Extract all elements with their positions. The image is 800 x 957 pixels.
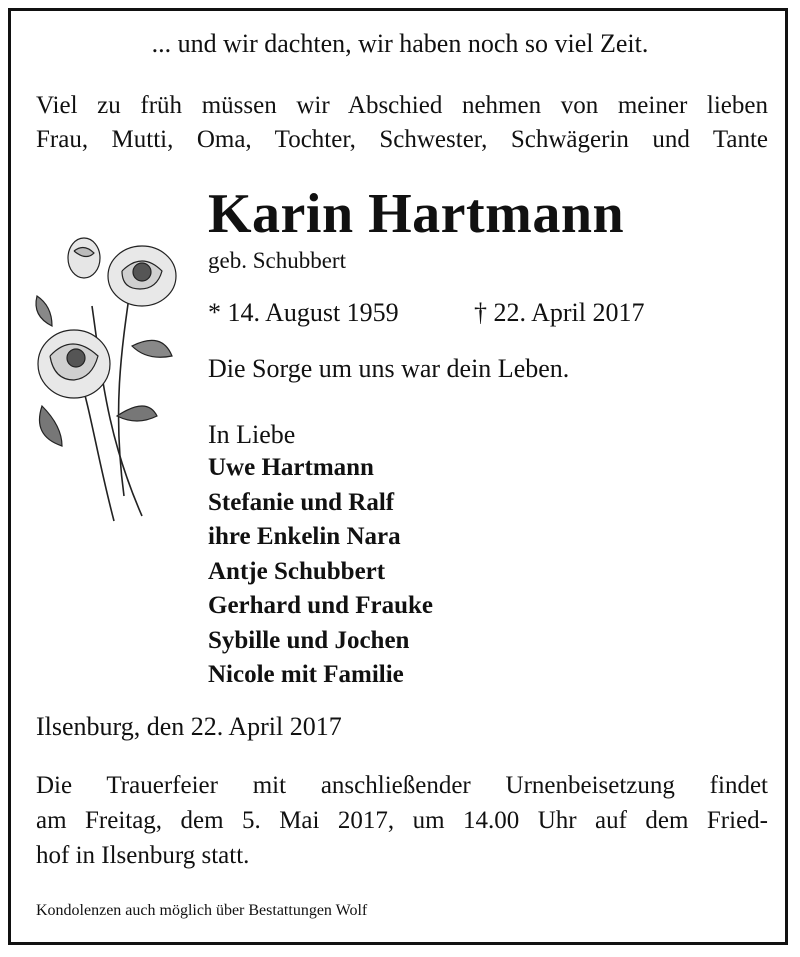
mourner-6: Sybille und Jochen	[208, 627, 410, 654]
condolences-note: Kondolenzen auch möglich über Bestattungen Wolf	[36, 902, 368, 919]
ceremony-line-2: am Freitag, dem 5. Mai 2017, um 14.00 Uhr auf dem Fried-	[36, 807, 768, 834]
mourner-7: Nicole mit Familie	[208, 661, 404, 688]
mourner-4: Antje Schubbert	[208, 558, 386, 585]
mourner-1: Uwe Hartmann	[208, 454, 374, 481]
farewell-line-2: Frau, Mutti, Oma, Tochter, Schwester, Schwägerin und Tante	[36, 126, 768, 153]
mourner-2: Stefanie und Ralf	[208, 489, 395, 516]
death-date: † 22. April 2017	[474, 298, 645, 327]
mourner-3: ihre Enkelin Nara	[208, 523, 401, 550]
ceremony-line-3: hof in Ilsenburg statt.	[36, 842, 250, 869]
birth-date: * 14. August 1959	[208, 298, 399, 327]
place-date: Ilsenburg, den 22. April 2017	[36, 712, 342, 741]
motto: Die Sorge um uns war dein Leben.	[208, 354, 570, 383]
ceremony-line-1: Die Trauerfeier mit anschließender Urnenbeisetzung findet	[36, 772, 768, 799]
farewell-line-1: Viel zu früh müssen wir Abschied nehmen von meiner lieben	[36, 92, 768, 119]
maiden-name: geb. Schubbert	[208, 248, 346, 273]
love-intro: In Liebe	[208, 420, 296, 449]
deceased-name: Karin Hartmann	[208, 183, 625, 245]
intro-quote: ... und wir dachten, wir haben noch so viel Zeit.	[151, 29, 649, 58]
roses-illustration	[22, 236, 192, 526]
mourner-5: Gerhard und Frauke	[208, 592, 434, 619]
